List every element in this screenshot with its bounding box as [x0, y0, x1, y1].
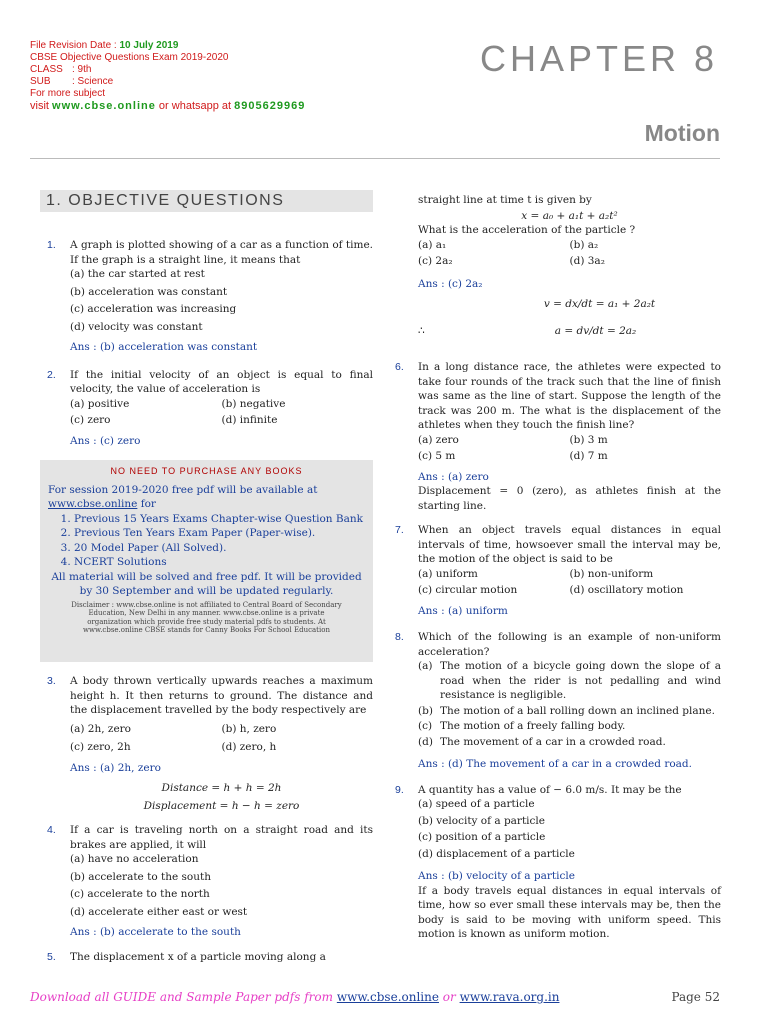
question-number: 7. [395, 524, 404, 536]
question-1 [40, 238, 373, 355]
promo-site-link[interactable]: www.cbse.online [48, 498, 138, 510]
option-c: (c) position of a particle [418, 831, 546, 843]
question-3 [40, 674, 373, 813]
question-text: In a long distance race, the athletes were expected to take four rounds of the track such that the line of finish was same as the line of start. Suppose the length of the track was 200 m. The what is the displacement of the athletes when they touch the finish line? [418, 361, 721, 431]
option-c: (c) circular motion [418, 584, 518, 596]
option-b: (b) velocity of a particle [418, 814, 545, 827]
section-heading: 1. OBJECTIVE QUESTIONS [40, 190, 373, 212]
option-b: (b) h, zero [221, 722, 277, 735]
promo-note: All material will be solved and free pdf. It will be provided by 30 September and will be updated regularly. [51, 570, 362, 597]
option-c: The motion of a freely falling body. [440, 720, 626, 732]
equation: Displacement = h − h = zero [143, 799, 300, 812]
option-d: (d) 7 m [569, 450, 608, 462]
option-c: (c) zero [70, 414, 111, 426]
question-number: 2. [47, 368, 56, 381]
question-text: A graph is plotted showing of a car as a function of time. If the graph is a straight line, it means that [70, 239, 373, 266]
sub-label: SUB [30, 76, 51, 87]
question-number: 4. [47, 824, 56, 836]
promo-item: 1. Previous 15 Years Exams Chapter-wise Question Bank [74, 512, 365, 527]
question-2 [40, 368, 373, 449]
option-a: (a) zero [418, 433, 459, 446]
option-a: (a) uniform [418, 567, 478, 580]
option-b: (b) accelerate to the south [70, 870, 211, 883]
question-text: Which of the following is an example of non-uniform acceleration? [418, 631, 721, 658]
option-a: (a) 2h, zero [70, 722, 131, 735]
exam-name: CBSE Objective Questions Exam 2019-2020 [30, 52, 229, 63]
answer: Ans : (b) velocity of a particle [418, 870, 575, 882]
promo-for: for [140, 498, 156, 510]
answer: Ans : (b) accelerate to the south [70, 926, 241, 938]
promo-box [40, 460, 373, 662]
question-number: 9. [395, 783, 404, 796]
footer-text: Download all GUIDE and Sample Paper pdfs from [30, 990, 333, 1004]
explanation: If a body travels equal distances in equal intervals of time, how so ever small these intervals may be, then the body is said to be moving with uniform speed. This motion is known as uniform motion. [418, 884, 721, 940]
answer: Ans : (a) uniform [418, 604, 508, 617]
option-c: (c) 2a₂ [418, 255, 453, 267]
whatsapp-label: or whatsapp at [158, 100, 232, 112]
question-7 [388, 523, 721, 618]
option-b: The motion of a ball rolling down an inclined plane. [440, 704, 715, 717]
promo-item: 4. NCERT Solutions [74, 555, 365, 570]
promo-intro: For session 2019-2020 free pdf will be available at [48, 483, 318, 496]
left-column [40, 238, 373, 448]
answer: Ans : (c) 2a₂ [418, 277, 483, 290]
equation: x = a₀ + a₁t + a₂t² [521, 209, 618, 222]
question-text: If a car is traveling north on a straight road and its brakes are applied, it will [70, 824, 373, 851]
page-number: Page 52 [671, 990, 720, 1004]
option-d: The movement of a car in a crowded road. [440, 735, 666, 748]
footer-link-cbse[interactable]: www.cbse.online [336, 990, 439, 1004]
more-subject: For more subject [30, 88, 106, 99]
option-c: (c) 5 m [418, 450, 456, 462]
answer: Ans : (a) 2h, zero [70, 761, 161, 774]
option-d: (d) velocity was constant [70, 320, 203, 333]
class-label: CLASS [30, 64, 63, 75]
option-a: (a) speed of a particle [418, 798, 535, 810]
option-d: (d) zero, h [221, 741, 277, 753]
explanation: Displacement = 0 (zero), as athletes finish at the starting line. [418, 485, 721, 512]
right-column [388, 193, 721, 942]
answer: Ans : (b) acceleration was constant [70, 341, 258, 353]
option-b: (b) acceleration was constant [70, 285, 228, 298]
question-text: The displacement x of a particle moving along a [70, 950, 326, 963]
option-d: (d) infinite [221, 414, 278, 426]
site-link[interactable]: www.cbse.online [52, 100, 156, 112]
promo-list [48, 512, 365, 570]
option-c: (c) acceleration was increasing [70, 303, 237, 315]
option-d: (d) displacement of a particle [418, 847, 575, 860]
option-b: (b) negative [221, 397, 286, 410]
question-number: 1. [47, 239, 56, 251]
question-text: A body thrown vertically upwards reaches a maximum height h. It then returns to ground. The distance and the displacement travelled by the body respectively are [70, 675, 373, 716]
promo-title: NO NEED TO PURCHASE ANY BOOKS [110, 466, 303, 476]
revision-label: File Revision Date : [30, 40, 117, 51]
visit-label: visit [30, 100, 49, 112]
option-a: (a) a₁ [418, 238, 447, 251]
equation: a = dv/dt = 2a₂ [554, 324, 637, 337]
option-b: (b) 3 m [569, 433, 608, 446]
chapter-title: CHAPTER 8 [479, 38, 718, 79]
option-a: (a) the car started at rest [70, 268, 205, 280]
question-5-continued [388, 193, 721, 338]
promo-item: 3. 20 Model Paper (All Solved). [74, 541, 365, 556]
topic-title: Motion [644, 120, 720, 146]
footer-or: or [442, 990, 456, 1004]
footer-link-rava[interactable]: www.rava.org.in [459, 990, 560, 1004]
question-5 [40, 950, 373, 965]
question-9 [388, 783, 721, 942]
question-4 [40, 823, 373, 940]
option-a: (a) have no acceleration [70, 853, 199, 865]
option-d: (d) 3a₂ [569, 255, 605, 267]
question-6 [388, 360, 721, 513]
question-text: straight line at time t is given by [418, 194, 592, 206]
option-b: (b) non-uniform [569, 567, 654, 580]
left-column-lower [40, 674, 373, 964]
option-c: (c) zero, 2h [70, 741, 131, 753]
question-8: 8. Which of the following is an example of non-uniform acceleration? (a) The motion of a bicycle going down the slope of a road when the rider is not pedalling and wind resistance is negligible. (b) The motion of a ball rolling down an inclined plane. (c) The motion of a freely falling body. (d) The movement of a car in a crowded road. Ans : (d) The movement of a car in a crowded road. [395, 631, 721, 770]
question-text: When an object travels equal distances in equal intervals of time, howsoever small the interval may be, the motion of the object is said to be [418, 524, 721, 565]
equation: Distance = h + h = 2h [161, 782, 282, 794]
answer: Ans : (c) zero [70, 434, 141, 447]
revision-date: 10 July 2019 [119, 40, 179, 51]
question-number: 3. [47, 675, 56, 687]
phone-number: 8905629969 [234, 100, 306, 112]
question-number: 8. [395, 631, 404, 643]
option-a: (a) positive [70, 397, 130, 410]
option-d: (d) oscillatory motion [569, 584, 684, 596]
equation: v = dx/dt = a₁ + 2a₂t [543, 298, 656, 310]
question-ask: What is the acceleration of the particle ? [418, 224, 636, 236]
divider [30, 158, 720, 159]
answer: Ans : (a) zero [418, 470, 489, 483]
option-c: (c) accelerate to the north [70, 888, 210, 900]
question-text: A quantity has a value of − 6.0 m/s. It may be the [418, 783, 682, 796]
file-header [30, 40, 305, 112]
disclaimer: Disclaimer : www.cbse.online is not affiliated to Central Board of Secondary Education, New Delhi in any manner. www.cbse.online is a private organization which provide free study material pdfs to students. At www.cbse.online CBSE stands for Canny Books For School Education [71, 600, 342, 634]
question-number: 5. [47, 950, 56, 963]
promo-item: 2. Previous Ten Years Exam Paper (Paper-wise). [74, 526, 365, 541]
option-d: (d) accelerate either east or west [70, 905, 248, 918]
question-text: If the initial velocity of an object is equal to final velocity, the value of acceleration is [70, 368, 373, 395]
sub-value: : Science [72, 76, 114, 87]
footer [30, 990, 720, 1004]
option-b: (b) a₂ [569, 238, 599, 251]
option-a: The motion of a bicycle going down the slope of a road when the rider is not pedalling and wind resistance is negligible. [440, 660, 721, 701]
therefore-symbol: ∴ [418, 324, 425, 337]
class-value: : 9th [72, 64, 92, 75]
answer: Ans : (d) The movement of a car in a crowded road. [418, 758, 692, 770]
question-number: 6. [395, 361, 404, 373]
